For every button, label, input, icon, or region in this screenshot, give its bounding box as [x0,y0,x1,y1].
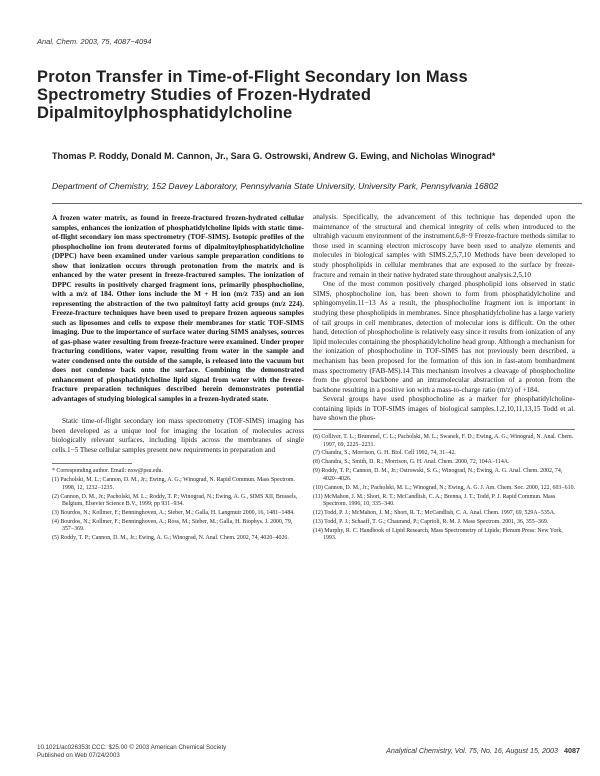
header-divider [52,203,582,204]
reference-item: (13) Todd, P. J.; Schaaff, T. G.; Chaurand, P.; Caprioli, R. M. J. Mass Spectrom. 2001, 36, 355−369. [313,518,549,525]
affiliation: Department of Chemistry, 152 Davey Laboratory, Pennsylvania State University, University Park, Pennsylvania 16802 [52,181,499,191]
abstract: A frozen water matrix, as found in freeze-fractured frozen-hydrated cellular samples, enhances the ionization of phosphatidylcholine lipids with static time-of-flight secondary ion mass spectrometry (TOF-SIMS). Isotopic profiles of the phosphocholine ion from deuterated forms of dipalmitoylphosphatidylcholine (DPPC) have been examined under various sample preparation conditions to show that ionization occurs through protonation from the matrix and is enhanced by the water present in freeze-fractured samples. The ionization of DPPC results in positively charged fragment ions, primarily phosphocholine, with a m/z of 184. Other ions include the M + H ion (m/z 735) and an ion representing the abstraction of the two palmitoyl fatty acid groups (m/z 224). Freeze-fracture techniques have been used to prepare frozen aqueous samples such as liposomes and cells to expose their membranes for static TOF-SIMS imaging. Due to the importance of surface water during SIMS analyses, sources of gas-phase water resulting from freeze-fracture were examined. Under proper fracturing conditions, water vapor, resulting from water in the sample and water condensed onto the outside of the sample, is released into the vacuum but does not condense back onto the surface. Combining the demonstrated enhancement of phosphatidylcholine lipid signal from water with the freeze-fracture preparation techniques described herein demonstrates potential advantages of studying biological samples in a frozen-hydrated state. [52,213,304,403]
page-number: 4087 [564,746,580,755]
reference-item: (8) Chandra, S.; Smith, D. R.; Morrison, G. H. Anal. Chem. 2000, 72, 104A−114A. [313,459,510,466]
footer-doi: 10.1021/ac026353t CCC: $25.00 © 2003 American Chemical Society [37,744,227,751]
footnote-corresponding: * Corresponding author. Email: nxw@psu.edu. [52,468,163,475]
footer-published: Published on Web 07/24/2003 [37,752,120,759]
intro-paragraph: Static time-of-flight secondary ion mass spectrometry (TOF-SIMS) imaging has been developed as a unique tool for imaging the location of molecules across biologically relevant surfaces, including lipids across the membranes of single cells.1−5 These cellular samples present new requirements in preparation and [52,417,304,454]
reference-list [313,429,575,543]
footer-journal [340,746,580,755]
reference-item: (12) Todd, P. J.; McMahon, J. M.; Short, R. T.; McCandlish, C. A. Anal. Chem. 1997, 69, 529A−535A. [313,509,556,516]
reference-item: (2) Cannon, D. M., Jr.; Pacholski, M. L.; Roddy, T. P.; Winograd, N.; Ewing, A. G., SIMS XII, Brussels, Belgium, Elsevier Science B.V., 1999; pp 931−934. [52,493,298,508]
reference-item: (14) Murphy, R. C. Handbook of Lipid Research, Mass Spectrometry of Lipids; Plenum Press: New York, 1993. [313,527,563,542]
reference-item: (1) Pacholski, M. L.; Cannon, D. M., Jr.; Ewing, A. G.; Winograd, N. Rapid Commun. Mass Spectrom. 1998, 12, 1232−1235. [52,477,295,491]
article-title: Proton Transfer in Time-of-Flight Secondary Ion Mass Spectrometry Studies of Frozen-Hydrated Dipalmitoylphosphatidylcholine [37,68,468,122]
reference-item: (6) Colliver, T. L.; Brummel, C. L.; Pacholski, M. L.; Swanek, F. D.; Ewing, A. G.; Winograd, N. Anal. Chem. 1997, 69, 2225−2231. [313,434,574,448]
left-column [52,213,304,544]
reference-item: (7) Chandra, S.; Morrison, G. H. Biol. Cell 1992, 74, 31−42. [313,450,456,457]
reference-item: (5) Roddy, T. P.; Cannon, D. M., Jr.; Ewing, A. G.; Winograd, N. Anal. Chem. 2002, 74, 4020−4026. [52,535,289,542]
body-paragraph: analysis. Specifically, the advancement of this technique has depended upon the maintenance of the structural and chemical integrity of cells when introduced to the ultrahigh vacuum environment of the instrument.6,8−9 Freeze-fracture methods similar to those used in scanning electron microscopy have been used to analyze elements and molecules in biological samples with SIMS.2,5,7,10 Methods have been developed to study phospholipids in cellular membranes that are exposed to the surface by freeze-fracture and remain in their native hydrated state throughout analysis.2,5,10 [313,213,575,279]
right-column [313,213,575,544]
reference-item: (3) Bourdos, N.; Kollmer, F.; Benninghoven, A.; Sieber, M.; Galla, H. Langmuir 2000, 16, 1481−1484. [52,510,295,517]
footer-journal-line: Analytical Chemistry, Vol. 75, No. 16, August 15, 2003 [386,746,558,755]
body-paragraph: One of the most common positively charged phospholipid ions observed in static SIMS, phosphocholine ion, has been shown to form from phosphatidylcholine and sphingomyelin.11−13 As a result, the phosphocholine fragment ion is important in studying these phospholipids in membranes. Since phosphatidylcholine has a large variety of tail groups in cell membranes, detection of molecular ions is difficult. On the other hand, detection of phosphocholine is relatively easy since it results from ionization of any lipid molecules containing the phosphatidylcholine head group. Although a mechanism for the ionization of phosphocholine in TOF-SIMS has not previously been described, a mechanism has been proposed for the formation of this ion in fast-atom bombardment mass spectrometry (FAB-MS).14 This mechanism involves a cleavage of phosphocholine from the glycerol backbone and an intramolecular abstraction of a proton from the backbone resulting in a positive ion with a mass-to-charge ratio (m/z) of +184. [313,280,575,394]
footnote-divider [52,463,132,464]
reference-item: (4) Bourdos, N.; Kollmer, F.; Benninghoven, A.; Ross, M.; Sieber, M.; Galla, H. Biophys. J. 2000, 79, 357−369. [52,518,293,533]
reference-item: (9) Roddy, T. P.; Cannon, D. M., Jr.; Ostrowski, S. G.; Winograd, N.; Ewing, A. G. Anal. Chem. 2002, 74, 4020−4026. [313,468,563,482]
author-list: Thomas P. Roddy, Donald M. Cannon, Jr., Sara G. Ostrowski, Andrew G. Ewing, and Nicholas Winograd* [52,151,496,161]
reference-item: (10) Cannon, D. M., Jr.; Pacholski, M. L.; Winograd, N.; Ewing, A. G. J. Am. Chem. Soc. 2000, 122, 603−610. [313,484,575,491]
body-paragraph: Several groups have used phosphocholine as a marker for phosphatidylcholine-containing lipids in TOF-SIMS images of biological samples.1,2,10,11,13,15 Todd et al. have shown the phos- [313,395,575,423]
footnote-list [52,468,304,542]
footer-publication-info [37,744,337,760]
journal-reference: Anal. Chem. 2003, 75, 4087−4094 [37,37,152,46]
reference-item: (11) McMahon, J. M.; Short, R. T.; McCandlish, C. A.; Brenna, J. T.; Todd, P. J. Rapid Commun. Mass Spectrom. 1996, 10, 335−340. [313,493,556,508]
